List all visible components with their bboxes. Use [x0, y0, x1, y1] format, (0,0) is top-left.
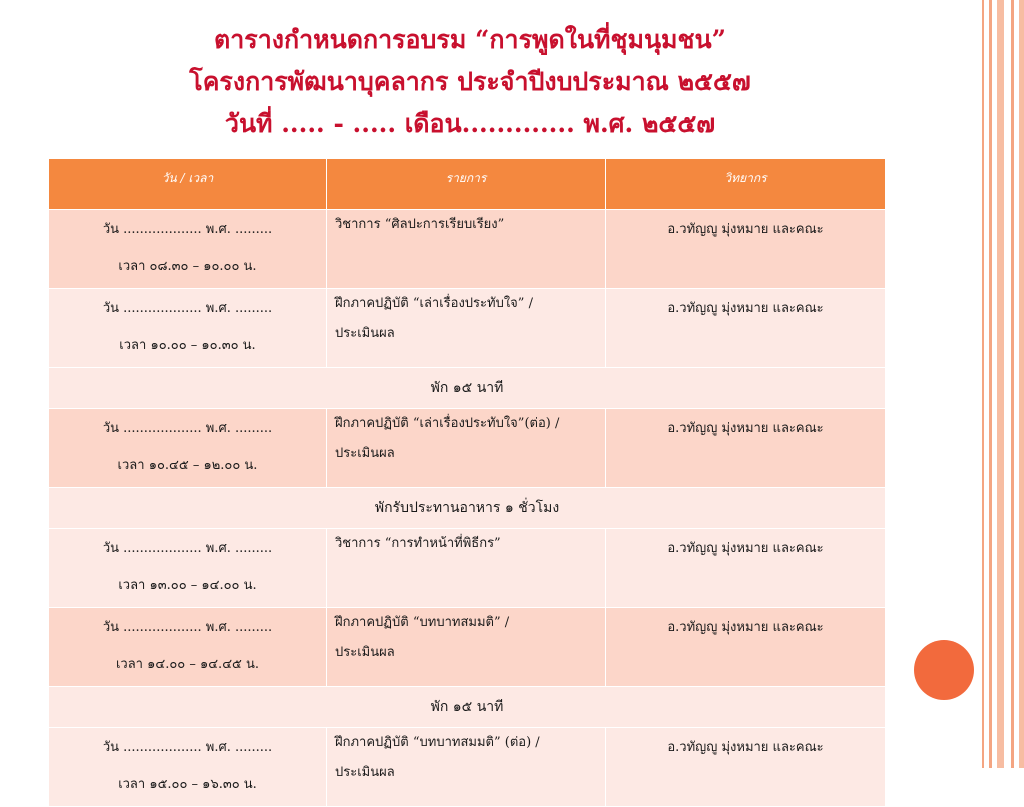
time-text: เวลา ๑๕.๐๐ – ๑๖.๓๐ น.: [118, 777, 257, 792]
table-row: [49, 608, 886, 687]
break-row: [49, 488, 886, 529]
topic-cell: [327, 529, 606, 608]
topic-text: ฝึกภาคปฏิบัติ “เล่าเรื่องประทับใจ”(ต่อ) /: [335, 416, 560, 431]
decorative-border: [980, 0, 1024, 768]
title-line-2: โครงการพัฒนาบุคลากร ประจำปีงบประมาณ ๒๕๕๗: [189, 67, 751, 96]
table-header-row: [49, 159, 886, 210]
topic-cell: [327, 409, 606, 488]
speaker-cell: อ.วทัญญู มุ่งหมาย และคณะ: [606, 529, 886, 608]
break-row: [49, 368, 886, 409]
time-text: เวลา ๑๐.๐๐ – ๑๐.๓๐ น.: [119, 338, 256, 353]
datetime-cell: [49, 608, 327, 687]
topic-text: วิชาการ “ศิลปะการเรียบเรียง”: [335, 217, 505, 232]
date-text: วัน ................... พ.ศ. .........: [102, 421, 273, 436]
header-datetime: วัน / เวลา: [49, 159, 327, 210]
schedule-table: [48, 158, 886, 807]
topic-text-line2: ประเมินผล: [335, 326, 395, 341]
table-row: [49, 210, 886, 289]
date-text: วัน ................... พ.ศ. .........: [102, 222, 273, 237]
break-label: พัก ๑๕ นาที: [49, 687, 886, 728]
time-text: เวลา ๐๘.๓๐ – ๑๐.๐๐ น.: [118, 259, 257, 274]
datetime-cell: [49, 728, 327, 807]
header-topic: รายการ: [327, 159, 606, 210]
table-row: [49, 409, 886, 488]
topic-cell: [327, 608, 606, 687]
speaker-cell: อ.วทัญญู มุ่งหมาย และคณะ: [606, 409, 886, 488]
datetime-cell: [49, 409, 327, 488]
time-text: เวลา ๑๐.๔๕ – ๑๒.๐๐ น.: [117, 458, 258, 473]
datetime-cell: [49, 529, 327, 608]
date-text: วัน ................... พ.ศ. .........: [102, 740, 273, 755]
topic-text-line2: ประเมินผล: [335, 765, 395, 780]
speaker-cell: อ.วทัญญู มุ่งหมาย และคณะ: [606, 289, 886, 368]
border-stripe: [1019, 0, 1024, 768]
topic-cell: [327, 728, 606, 807]
decorative-circle: [914, 640, 974, 700]
table-row: [49, 529, 886, 608]
border-stripe: [997, 0, 1004, 768]
topic-text: วิชาการ “การทำหน้าที่พิธีกร”: [335, 536, 501, 551]
time-text: เวลา ๑๓.๐๐ – ๑๔.๐๐ น.: [118, 578, 257, 593]
date-text: วัน ................... พ.ศ. .........: [102, 301, 273, 316]
title-line-1: ตารางกำหนดการอบรม “การพูดในที่ชุมนุมชน”: [214, 25, 726, 54]
title-line-3: วันที่ ..... - ..... เดือน............. พ.ศ. ๒๕๕๗: [224, 109, 716, 138]
border-stripe: [989, 0, 992, 768]
break-label: พัก ๑๕ นาที: [49, 368, 886, 409]
topic-text-line2: ประเมินผล: [335, 645, 395, 660]
speaker-cell: อ.วทัญญู มุ่งหมาย และคณะ: [606, 210, 886, 289]
table-row: [49, 289, 886, 368]
border-stripe: [982, 0, 984, 768]
datetime-cell: [49, 289, 327, 368]
topic-text-line2: ประเมินผล: [335, 446, 395, 461]
date-text: วัน ................... พ.ศ. .........: [102, 620, 273, 635]
datetime-cell: [49, 210, 327, 289]
topic-text: ฝึกภาคปฏิบัติ “บทบาทสมมติ” (ต่อ) /: [335, 735, 540, 750]
topic-cell: [327, 289, 606, 368]
speaker-cell: อ.วทัญญู มุ่งหมาย และคณะ: [606, 608, 886, 687]
break-row: [49, 687, 886, 728]
table-row: [49, 728, 886, 807]
topic-text: ฝึกภาคปฏิบัติ “เล่าเรื่องประทับใจ” /: [335, 296, 533, 311]
table-body: [49, 210, 886, 807]
time-text: เวลา ๑๔.๐๐ – ๑๔.๔๕ น.: [115, 657, 260, 672]
speaker-cell: อ.วทัญญู มุ่งหมาย และคณะ: [606, 728, 886, 807]
topic-cell: [327, 210, 606, 289]
date-text: วัน ................... พ.ศ. .........: [102, 541, 273, 556]
header-speaker: วิทยากร: [606, 159, 886, 210]
break-label: พักรับประทานอาหาร ๑ ชั่วโมง: [49, 488, 886, 529]
topic-text: ฝึกภาคปฏิบัติ “บทบาทสมมติ” /: [335, 615, 510, 630]
border-stripe: [1011, 0, 1014, 768]
